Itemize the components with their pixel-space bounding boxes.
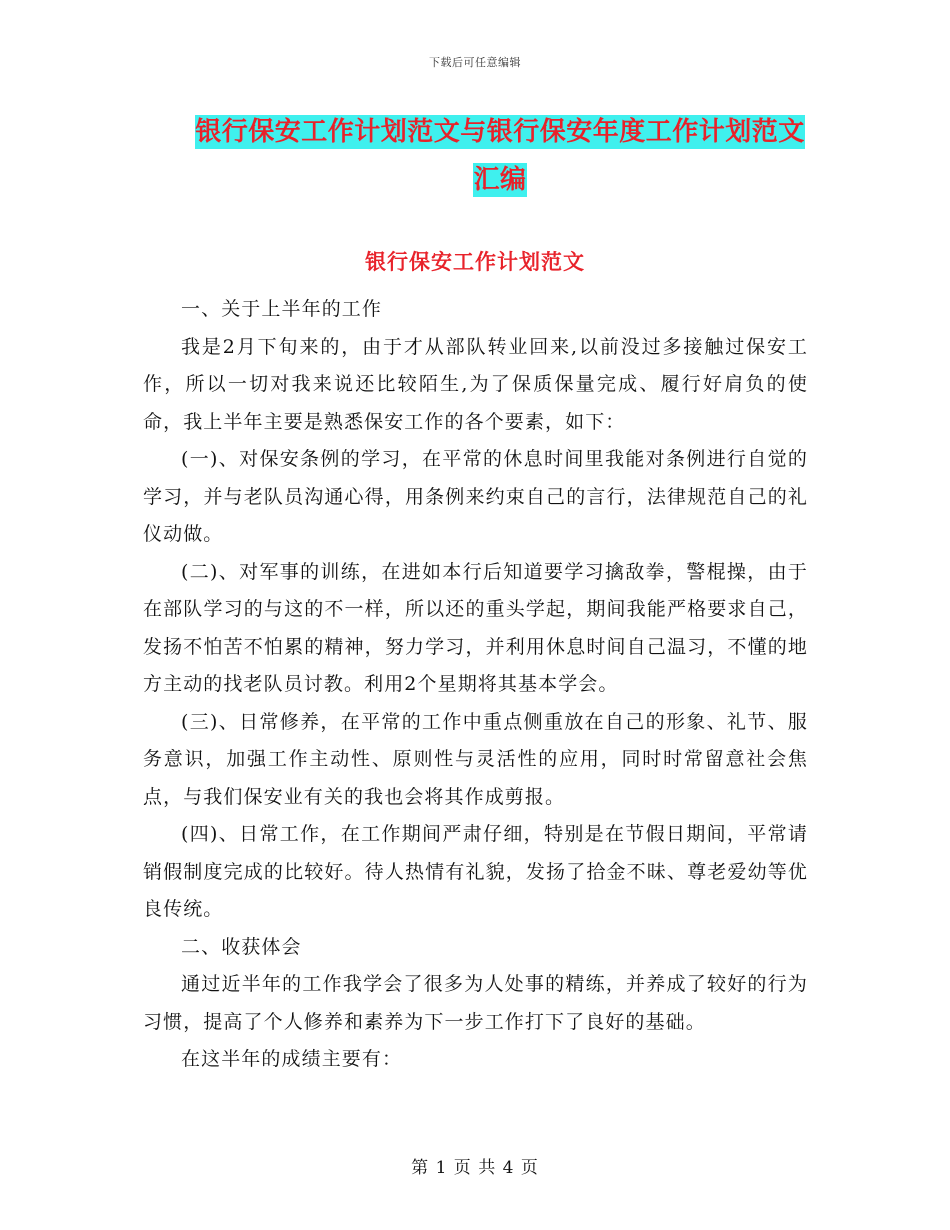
header-note: 下载后可任意编辑 <box>429 56 521 69</box>
paragraph: (四)、日常工作，在工作期间严肃仔细，特别是在节假日期间，平常请销假制度完成的比较好。待人热情有礼貌，发扬了拾金不昧、尊老爱幼等优良传统。 <box>143 823 808 920</box>
section-title: 银行保安工作计划范文 <box>365 249 585 274</box>
paragraph: (一)、对保安条例的学习，在平常的休息时间里我能对条例进行自觉的学习，并与老队员沟通心得，用条例来约束自己的言行，法律规范自己的礼仪动做。 <box>143 448 808 545</box>
paragraph-heading-1: 一、关于上半年的工作 <box>181 298 383 320</box>
paragraph-heading-2: 二、收获体会 <box>181 935 302 958</box>
document-title-line-1: 银行保安工作计划范文与银行保安年度工作计划范文 <box>195 117 805 147</box>
paragraph: 我是2月下旬来的，由于才从部队转业回来,以前没过多接触过保安工作，所以一切对我来说还比较陌生,为了保质保量完成、履行好肩负的使命，我上半年主要是熟悉保安工作的各个要素，如下： <box>143 335 808 433</box>
document-body <box>143 291 808 1079</box>
page-footer: 第 1 页 共 4 页 <box>411 1158 539 1178</box>
paragraph: (二)、对军事的训练，在进如本行后知道要学习擒敌拳，警棍操，由于在部队学习的与这的不一样，所以还的重头学起，期间我能严格要求自己，发扬不怕苦不怕累的精神，努力学习，并利用休息时间自己温习，不懂的地方主动的找老队员讨教。利用2个星期将其基本学会。 <box>143 560 808 695</box>
paragraph: 通过近半年的工作我学会了很多为人处事的精练，并养成了较好的行为习惯，提高了个人修养和素养为下一步工作打下了良好的基础。 <box>143 973 808 1033</box>
document-title-line-2: 汇编 <box>473 165 527 195</box>
paragraph: 在这半年的成绩主要有： <box>181 1048 403 1070</box>
paragraph: (三)、日常修养，在平常的工作中重点侧重放在自己的形象、礼节、服务意识，加强工作主动性、原则性与灵活性的应用，同时时常留意社会焦点，与我们保安业有关的我也会将其作成剪报。 <box>143 710 808 808</box>
document-title <box>190 108 810 204</box>
